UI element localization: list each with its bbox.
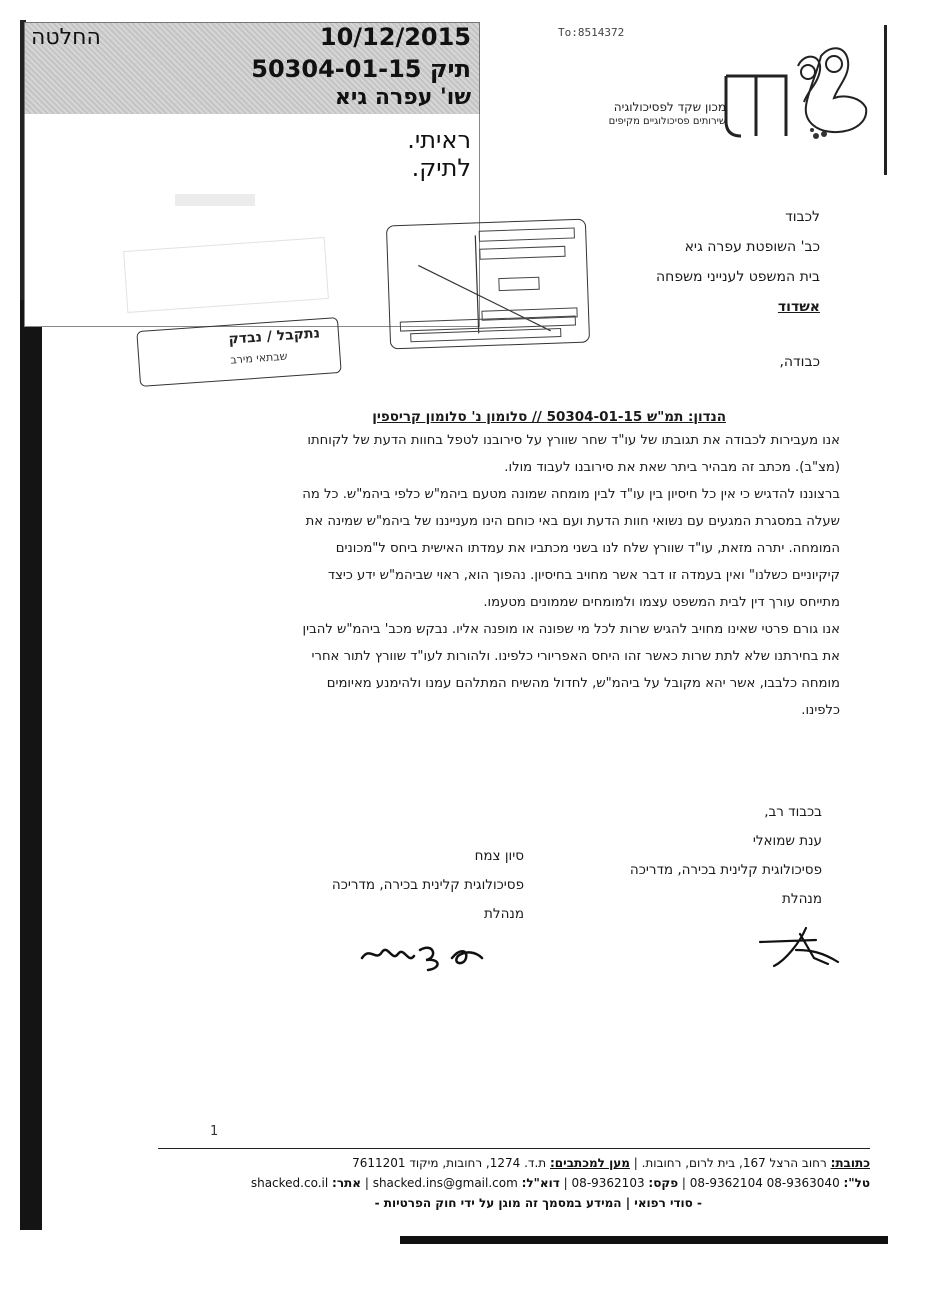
footer-mail: ת.ד. 1274, רחובות, מיקוד 7611201	[352, 1156, 547, 1170]
institute-logo	[576, 36, 876, 146]
received-stamp-line1: נתקבל / נבדק	[228, 325, 321, 348]
logo-org-subtitle: שירותים פסיכולוגיים מקיפים	[608, 116, 726, 127]
signature-second	[356, 936, 506, 976]
received-stamp-line2: שבתאי מירב	[229, 349, 288, 367]
received-stamp	[136, 317, 341, 387]
footer-fax: 08-9362103	[571, 1176, 645, 1190]
judge-name: שו' עפרה גיא	[334, 85, 471, 110]
footer-address: רחוב הרצל 167, בית לרום, רחובות.	[641, 1156, 827, 1170]
footer-email: shacked.ins@gmail.com	[372, 1176, 518, 1190]
footer-phone: 08-9362104 08-9363040	[689, 1176, 840, 1190]
recipient-to: לכבוד	[785, 209, 820, 225]
mirrored-stamp-marks	[387, 220, 589, 349]
footer-mail-label: מען למכתבים:	[550, 1156, 630, 1170]
case-number: תיק 50304-01-15	[251, 55, 471, 83]
letterhead-footer	[158, 1148, 870, 1213]
scan-edge-right	[884, 25, 887, 175]
court-decision-header	[24, 22, 480, 116]
recipient-judge: כב' השופטת עפרה גיא	[684, 239, 820, 255]
body-line: קיקיוניים כשלנו" ואין בעמדה זו דבר אשר מחויב בחיסיון. נהפוך הוא, ראוי שביהמ"ש ידע כיצד	[327, 568, 840, 583]
letter-body	[180, 427, 840, 724]
footer-phone-label: טל":	[843, 1176, 870, 1190]
signatory-name: ענת שמואלי	[752, 833, 822, 849]
recipient-city: אשדוד	[777, 299, 820, 315]
body-line: אנו מעבירות לכבודה את תגובתו של עו"ד שחר שוורץ על סירובנו לטפל בחוות הדעת של לקוחתו	[307, 433, 840, 448]
footer-address-label: כתובת:	[830, 1156, 870, 1170]
body-line: כלפינו.	[801, 703, 840, 718]
logo-org-name: מכון שקד לפסיכולוגיה	[613, 100, 726, 114]
logo-emblem-icon	[576, 36, 876, 146]
greeting: כבודה,	[779, 354, 820, 370]
body-line: את בחירתנו שלא לתת שרות כאשר זהו היחס האפריורי כלפינו. ולהורות לעו"ד שוורץ לתור אחרי	[311, 649, 840, 664]
closing-regards: בכבוד רב,	[764, 804, 822, 820]
decision-text-line1: ראיתי.	[407, 126, 471, 154]
second-signatory-title: פסיכולוגית קלינית בכירה, מדריכה	[331, 877, 524, 893]
closing-block	[630, 798, 822, 914]
body-line: שעלה במסגרת המגעים עם נשואי חוות הדעת ועם באי כוחם הינו מענייננו של ביהמ"ש שמינה את	[305, 514, 840, 529]
body-line: אנו גורם פרטי שאינו מחויב להגיש שרות לכל מי שפונה או מופנה אליו. נבקש מכב' ביהמ"ש להבין	[302, 622, 840, 637]
faded-stamp	[175, 194, 255, 206]
signatory-role: מנהלת	[782, 891, 822, 907]
page-number: 1	[210, 1124, 219, 1139]
signature-first	[756, 924, 846, 974]
footer-fax-label: פקס:	[648, 1176, 679, 1190]
decision-date: 10/12/2015	[319, 23, 471, 51]
letter-subject: הנדון: תמ"ש 50304-01-15 // סלומון נ' סלומון קריספין	[372, 409, 726, 425]
recipient-block	[656, 202, 820, 322]
signatory-title: פסיכולוגית קלינית בכירה, מדריכה	[629, 862, 822, 878]
body-line: המומחה. יתרה מזאת, עו"ד שוורץ שלח לנו בשני מכתביו את עמדתו האישית ביחס ל"מכונים	[335, 541, 840, 556]
fax-header: To:8514372	[558, 26, 625, 39]
scan-edge-bottom	[400, 1236, 888, 1244]
footer-site: shacked.co.il	[250, 1176, 329, 1190]
body-line: מתייחס עורך דין לבית המשפט עצמו ולמומחים שממונים מטעמו.	[483, 595, 840, 610]
second-signatory-role: מנהלת	[484, 906, 524, 922]
footer-site-label: אתר:	[332, 1176, 361, 1190]
footer-address-line: כתובת: רחוב הרצל 167, בית לרום, רחובות. | מען למכתבים: ת.ד. 1274, רחובות, מיקוד 7611201	[352, 1156, 870, 1170]
footer-email-label: דוא"ל:	[521, 1176, 560, 1190]
scan-edge-left	[20, 300, 42, 1230]
body-line: ברצוננו להדגיש כי אין כל חיסיון בין עו"ד לבין מומחה שמונה מטעם ביהמ"ש כלפי ביהמ"ש. כל מה	[302, 487, 840, 502]
body-line: (מצ"ב). מכתב זה מבהיר ביתר שאת את סירובנו לעבוד מולו.	[504, 460, 840, 475]
mirrored-stamp	[386, 219, 590, 350]
body-line: מומחה כלבבו, אשר יהא מקובל על ביהמ"ש, לחדול מהשיח המתלהם עמנו ולהימנע מאיומים	[326, 676, 840, 691]
decision-text-line2: לתיק.	[411, 154, 471, 182]
footer-confidential: - סודי רפואי | המידע במסמך זה מוגן על ידי חוק הפרטיות -	[374, 1196, 702, 1210]
footer-contact-line: טל": 08-9362104 08-9363040 | פקס: 08-9362103 | דוא"ל: shacked.ins@gmail.com | אתר: shacked.co.il	[250, 1176, 870, 1190]
faded-stamp-box	[123, 237, 329, 313]
second-signatory-block	[332, 842, 524, 929]
second-signatory-name: סיון צמח	[474, 848, 524, 864]
recipient-court: בית המשפט לענייני משפחה	[656, 269, 820, 285]
decision-label: החלטה	[31, 25, 101, 50]
